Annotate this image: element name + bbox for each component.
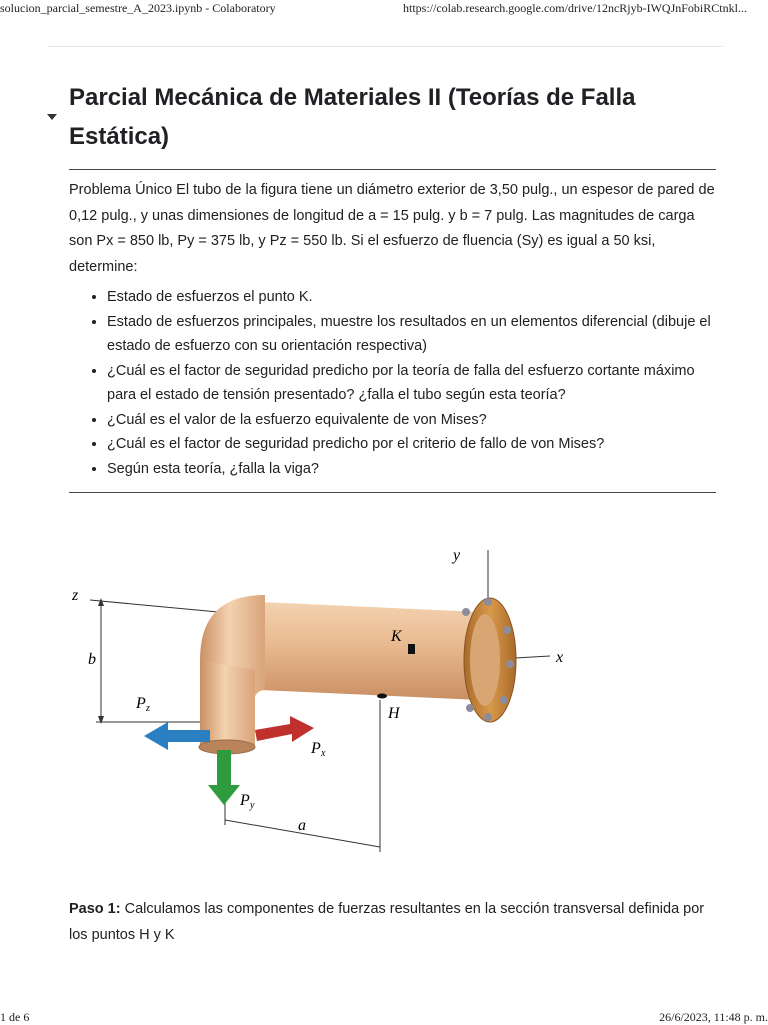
label-py: P [240, 792, 250, 809]
step-1-label: Paso 1: [69, 901, 121, 917]
label-x: x [556, 649, 564, 666]
force-px-arrow-icon [255, 716, 314, 742]
label-px-subscript: x [321, 748, 326, 759]
label-px: P [311, 740, 321, 757]
label-pz-subscript: z [146, 703, 150, 714]
list-item: • Estado de esfuerzos el punto K. [107, 285, 719, 310]
collapse-section-caret-icon[interactable] [47, 114, 57, 120]
list-item: • ¿Cuál es el factor de seguridad predicho por el criterio de fallo de von Mises? [107, 432, 719, 457]
page-counter: 1 de 6 [0, 1010, 30, 1024]
bolt-icon [466, 704, 474, 712]
print-datetime: 26/6/2023, 11:48 p. m. [659, 1010, 768, 1024]
list-item: • ¿Cuál es el valor de la esfuerzo equivalente de von Mises? [107, 408, 719, 433]
flange-inner [470, 614, 500, 706]
list-item: • ¿Cuál es el factor de seguridad predicho por la teoría de falla del esfuerzo cortante máximo para el estado de tensión presentado? ¿falla el tubo según esta teoría? [107, 359, 719, 408]
point-k-marker [408, 644, 415, 654]
list-divider [69, 492, 716, 493]
bolt-icon [462, 608, 470, 616]
label-k: K [391, 628, 402, 645]
b-arrow-bottom-icon [98, 716, 104, 724]
label-h: H [388, 705, 400, 722]
bolt-icon [500, 696, 508, 704]
label-y: y [453, 547, 461, 564]
bolt-icon [484, 598, 492, 606]
x-axis-line [515, 656, 550, 658]
label-z: z [72, 587, 79, 604]
bolt-icon [503, 626, 511, 634]
bolt-icon [484, 713, 492, 721]
label-pz: P [136, 695, 146, 712]
browser-header [0, 0, 768, 18]
page-title: solucion_parcial_semestre_A_2023.ipynb - Colaboratory [0, 1, 276, 15]
label-a: a [298, 817, 306, 834]
heading-divider [69, 169, 716, 170]
b-arrow-top-icon [98, 598, 104, 606]
step-1-text [69, 897, 719, 948]
force-py-arrow-icon [208, 750, 240, 805]
pipe-figure [60, 540, 580, 860]
list-item: • Según esta teoría, ¿falla la viga? [107, 457, 719, 482]
point-h-marker [377, 694, 387, 699]
question-list [69, 285, 719, 481]
z-axis-line [90, 600, 218, 612]
pipe-horizontal [260, 602, 480, 700]
page-url[interactable]: https://colab.research.google.com/drive/12ncRjyb-IWQJnFobiRCtnkl... [403, 1, 747, 15]
browser-footer [0, 1009, 768, 1024]
label-b: b [88, 651, 96, 668]
notebook-heading: Parcial Mecánica de Materiales II (Teorías de Falla Estática) [69, 84, 636, 150]
step-1-body: Calculamos las componentes de fuerzas resultantes en la sección transversal definida por los puntos H y K [69, 901, 705, 943]
list-item: • Estado de esfuerzos principales, muestre los resultados en un elementos diferencial (dibuje el estado de esfuerzo con su orientación respectiva) [107, 310, 719, 359]
bolt-icon [506, 660, 514, 668]
cell-top-divider [48, 46, 723, 47]
label-py-subscript: y [250, 800, 255, 811]
problem-statement: Problema Único El tubo de la figura tiene un diámetro exterior de 3,50 pulg., un espesor de pared de 0,12 pulg., y unas dimensiones de longitud de a = 15 pulg. y b = 7 pulg. Las magnitudes de carga son Px = 850 lb, Py = 375 lb, y Pz = 550 lb. Si el esfuerzo de fluencia (Sy) es igual a 50 ksi, determine: [69, 182, 715, 275]
